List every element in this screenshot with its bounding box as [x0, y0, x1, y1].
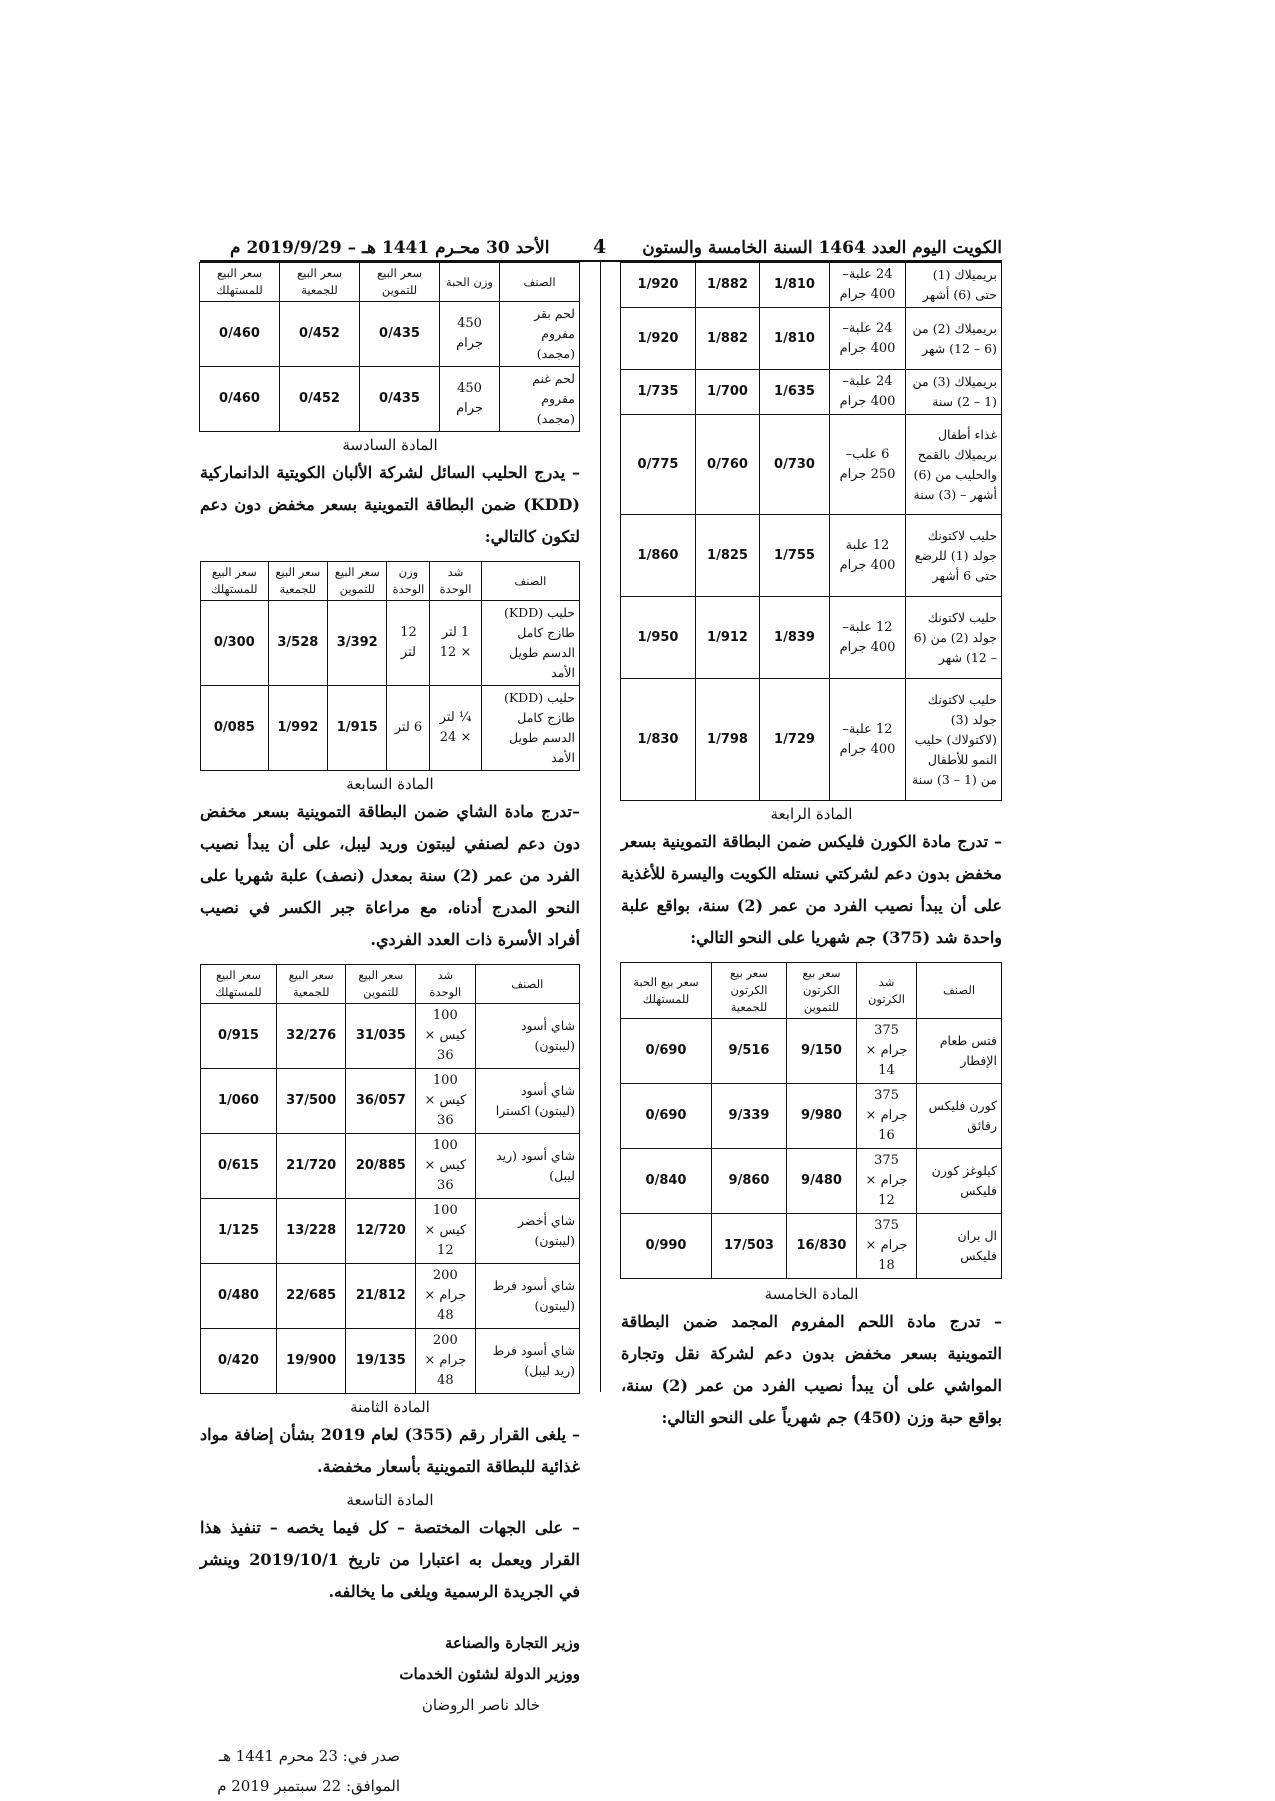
price-cell: 1/729	[760, 679, 830, 801]
column-header: وزن الحبة	[440, 263, 500, 302]
column-header: الصنف	[500, 263, 580, 302]
article4-heading: المادة الرابعة	[770, 805, 853, 823]
pack-size-cell: 1 لتر × 12	[430, 601, 481, 686]
price-cell: 1/920	[621, 263, 696, 308]
price-cell: 20/885	[346, 1134, 416, 1199]
price-cell: 1/810	[760, 263, 830, 308]
table-row	[201, 601, 580, 686]
column-header: سعر البيع للتموين	[346, 965, 416, 1004]
table-row	[621, 679, 1002, 801]
item-name-cell: شاي أسود (ريد ليبل)	[475, 1134, 579, 1199]
column-header: شد الوحدة	[416, 965, 475, 1004]
item-name-cell: لحم غنم مفروم (مجمد)	[500, 367, 580, 432]
column-header: سعر البيع للمستهلك	[201, 965, 277, 1004]
column-header: سعر البيع للتموين	[360, 263, 440, 302]
weight-cell: 12 لتر	[387, 601, 430, 686]
article8-text: – يلغى القرار رقم (355) لعام 2019 بشأن إضافة مواد غذائية للبطاقة التموينية بأسعار مخفضة.	[200, 1425, 580, 1476]
table-row	[200, 302, 580, 367]
price-cell: 0/690	[621, 1019, 712, 1084]
price-cell: 0/775	[621, 415, 696, 515]
pack-size-cell: 375 جرام × 12	[857, 1149, 917, 1214]
price-cell: 1/125	[201, 1199, 277, 1264]
page-header	[200, 238, 1002, 262]
article9-text: – على الجهات المختصة – كل فيما يخصه – تنفيذ هذا القرار ويعمل به اعتبارا من تاريخ 2019/10/1 وينشر في الجريدة الرسمية ويلغى ما يخالفه.	[200, 1518, 580, 1601]
price-cell: 32/276	[276, 1004, 346, 1069]
column-divider	[600, 262, 601, 1392]
price-cell: 9/980	[787, 1084, 857, 1149]
price-cell: 1/839	[760, 597, 830, 679]
column-header: شد الكرتون	[857, 963, 917, 1019]
price-cell: 1/915	[328, 686, 387, 771]
price-cell: 0/420	[201, 1329, 277, 1394]
table-row	[201, 1004, 580, 1069]
item-name-cell: بريميلاك (2) من (6 – 12) شهر	[906, 308, 1002, 370]
price-cell: 0/085	[201, 686, 269, 771]
column-header: شد الوحدة	[430, 562, 481, 601]
signature-block	[200, 1628, 580, 1721]
column-header: الصنف	[475, 965, 579, 1004]
price-cell: 1/060	[201, 1069, 277, 1134]
article7-heading: المادة السابعة	[346, 775, 434, 793]
price-cell: 1/700	[696, 370, 760, 415]
pack-size-cell: 200 جرام × 48	[416, 1329, 475, 1394]
pack-size-cell: 100 كيس × 36	[416, 1134, 475, 1199]
signature-title-2: ووزير الدولة لشئون الخدمات	[399, 1665, 580, 1683]
table-row	[621, 1084, 1002, 1149]
table-row	[201, 1264, 580, 1329]
milk-table	[200, 561, 580, 771]
price-cell: 3/528	[268, 601, 327, 686]
table-row	[621, 597, 1002, 679]
column-header: وزن الوحدة	[387, 562, 430, 601]
item-name-cell: شاي أسود (ليبتون) اكسترا	[475, 1069, 579, 1134]
price-cell: 1/992	[268, 686, 327, 771]
price-cell: 9/860	[712, 1149, 787, 1214]
price-cell: 13/228	[276, 1199, 346, 1264]
price-cell: 9/480	[787, 1149, 857, 1214]
column-header: سعر البيع للجمعية	[268, 562, 327, 601]
pack-size-cell: 375 جرام × 14	[857, 1019, 917, 1084]
item-name-cell: حليب (KDD) طازج كامل الدسم طويل الأمد	[481, 601, 579, 686]
table-row	[201, 1329, 580, 1394]
weight-cell: 450 جرام	[440, 367, 500, 432]
table-row	[621, 370, 1002, 415]
item-name-cell: شاي أسود (ليبتون)	[475, 1004, 579, 1069]
price-cell: 21/720	[276, 1134, 346, 1199]
price-cell: 19/900	[276, 1329, 346, 1394]
table-row	[201, 1069, 580, 1134]
column-header: سعر بيع الكرتون للجمعية	[712, 963, 787, 1019]
right-column	[621, 262, 1002, 1442]
header-page-number: 4	[593, 236, 607, 258]
weight-cell: 6 لتر	[387, 686, 430, 771]
pack-size-cell: 24 علبة– 400 جرام	[830, 308, 906, 370]
item-name-cell: بريميلاك (3) من (1 – 2) سنة	[906, 370, 1002, 415]
article4-text: – تدرج مادة الكورن فليكس ضمن البطاقة التموينية بسعر مخفض بدون دعم لشركتي نستله الكويت واليسرة للأغذية على أن يبدأ نصيب الفرد من عمر (2) سنة، بواقع علبة واحدة شد (375) جم شهريا على النحو التالي:	[621, 832, 1002, 947]
price-cell: 0/615	[201, 1134, 277, 1199]
cornflakes-table	[620, 962, 1002, 1279]
price-cell: 0/840	[621, 1149, 712, 1214]
price-cell: 17/503	[712, 1214, 787, 1279]
item-name-cell: شاي أخضر (ليبتون)	[475, 1199, 579, 1264]
price-cell: 19/135	[346, 1329, 416, 1394]
price-cell: 1/798	[696, 679, 760, 801]
corresponding-date: الموافق: 22 سبتمبر 2019 م	[217, 1777, 400, 1795]
price-cell: 1/882	[696, 308, 760, 370]
issue-dates	[200, 1741, 580, 1801]
price-cell: 0/690	[621, 1084, 712, 1149]
pack-size-cell: 200 جرام × 48	[416, 1264, 475, 1329]
price-cell: 1/755	[760, 515, 830, 597]
item-name-cell: حليب لاكتونك جولد (2) من (6 – 12) شهر	[906, 597, 1002, 679]
table-row	[621, 415, 1002, 515]
price-cell: 3/392	[328, 601, 387, 686]
tea-table	[200, 964, 580, 1394]
column-header: سعر البيع للجمعية	[276, 965, 346, 1004]
item-name-cell: حليب لاكتونك جولد (1) للرضع حتى 6 أشهر	[906, 515, 1002, 597]
column-header: سعر البيع للمستهلك	[201, 562, 269, 601]
item-name-cell: بريميلاك (1) حتى (6) أشهر	[906, 263, 1002, 308]
pack-size-cell: 375 جرام × 16	[857, 1084, 917, 1149]
article8-heading: المادة الثامنة	[350, 1398, 430, 1416]
header-date: الأحد 30 محـرم 1441 هـ – 2019/9/29 م	[230, 238, 550, 258]
item-name-cell: غذاء أطفال بريميلاك بالقمح والحليب من (6) أشهر – (3) سنة	[906, 415, 1002, 515]
weight-cell: 450 جرام	[440, 302, 500, 367]
table-row	[621, 1214, 1002, 1279]
price-cell: 0/300	[201, 601, 269, 686]
signature-name: خالد ناصر الروضان	[421, 1696, 540, 1714]
pack-size-cell: 24 علبة– 400 جرام	[830, 263, 906, 308]
pack-size-cell: ¼ لتر × 24	[430, 686, 481, 771]
item-name-cell: حليب لاكتونك جولد (3) (لاكتولاك) حليب النمو للأطفال من (1 – 3) سنة	[906, 679, 1002, 801]
item-name-cell: كيلوغز كورن فليكس	[917, 1149, 1002, 1214]
item-name-cell: فتس طعام الإفطار	[917, 1019, 1002, 1084]
price-cell: 37/500	[276, 1069, 346, 1134]
price-cell: 1/950	[621, 597, 696, 679]
column-header: سعر بيع الكرتون للتموين	[787, 963, 857, 1019]
item-name-cell: شاي أسود فرط (ليبتون)	[475, 1264, 579, 1329]
price-cell: 0/480	[201, 1264, 277, 1329]
price-cell: 1/635	[760, 370, 830, 415]
column-header: سعر البيع للمستهلك	[200, 263, 280, 302]
meat-table	[199, 262, 580, 432]
price-cell: 16/830	[787, 1214, 857, 1279]
column-header: الصنف	[917, 963, 1002, 1019]
article6-text: – يدرج الحليب السائل لشركة الألبان الكويتية الدانماركية (KDD) ضمن البطاقة التموينية بسعر مخفض دون دعم لتكون كالتالي:	[200, 463, 580, 546]
price-cell: 0/452	[280, 367, 360, 432]
price-cell: 36/057	[346, 1069, 416, 1134]
pack-size-cell: 100 كيس × 36	[416, 1004, 475, 1069]
column-header: سعر بيع الحبة للمستهلك	[621, 963, 712, 1019]
pack-size-cell: 12 علبة– 400 جرام	[830, 679, 906, 801]
price-cell: 0/760	[696, 415, 760, 515]
header-issue-info: الكويت اليوم العدد 1464 السنة الخامسة والستون	[642, 238, 1002, 258]
price-cell: 9/516	[712, 1019, 787, 1084]
pack-size-cell: 375 جرام × 18	[857, 1214, 917, 1279]
article6-heading: المادة السادسة	[342, 436, 438, 454]
item-name-cell: لحم بقر مفروم (مجمد)	[500, 302, 580, 367]
price-cell: 31/035	[346, 1004, 416, 1069]
price-cell: 9/150	[787, 1019, 857, 1084]
price-cell: 1/920	[621, 308, 696, 370]
column-header: سعر البيع للتموين	[328, 562, 387, 601]
table-row	[621, 263, 1002, 308]
pack-size-cell: 12 علبة 400 جرام	[830, 515, 906, 597]
table-row	[201, 1134, 580, 1199]
item-name-cell: ال بران فليكس	[917, 1214, 1002, 1279]
table-row	[621, 308, 1002, 370]
signature-title-1: وزير التجارة والصناعة	[444, 1634, 580, 1652]
price-cell: 1/860	[621, 515, 696, 597]
table-row	[200, 367, 580, 432]
price-cell: 0/435	[360, 367, 440, 432]
table-row	[201, 1199, 580, 1264]
price-cell: 12/720	[346, 1199, 416, 1264]
price-cell: 22/685	[276, 1264, 346, 1329]
pack-size-cell: 100 كيس × 36	[416, 1069, 475, 1134]
price-cell: 0/452	[280, 302, 360, 367]
pack-size-cell: 6 علب– 250 جرام	[830, 415, 906, 515]
table-row	[201, 686, 580, 771]
item-name-cell: حليب (KDD) طازج كامل الدسم طويل الأمد	[481, 686, 579, 771]
pack-size-cell: 24 علبة– 400 جرام	[830, 370, 906, 415]
item-name-cell: شاي أسود فرط (ريد ليبل)	[475, 1329, 579, 1394]
price-cell: 1/912	[696, 597, 760, 679]
price-cell: 1/830	[621, 679, 696, 801]
price-cell: 1/825	[696, 515, 760, 597]
price-cell: 1/882	[696, 263, 760, 308]
price-cell: 1/810	[760, 308, 830, 370]
price-cell: 0/730	[760, 415, 830, 515]
table-row	[621, 515, 1002, 597]
article7-text: –تدرج مادة الشاي ضمن البطاقة التموينية بسعر مخفض دون دعم لصنفي ليبتون وريد ليبل، على أن يبدأ نصيب الفرد من عمر (2) سنة بمعدل (نصف) علبة شهريا على النحو المدرج أدناه، مع مراعاة جبر الكسر في نصيب أفراد الأسرة ذات العدد الفردي.	[200, 802, 581, 949]
price-cell: 0/990	[621, 1214, 712, 1279]
column-header: الصنف	[481, 562, 579, 601]
item-name-cell: كورن فليكس رقائق	[917, 1084, 1002, 1149]
price-cell: 9/339	[712, 1084, 787, 1149]
price-cell: 0/460	[200, 302, 280, 367]
column-header: سعر البيع للجمعية	[280, 263, 360, 302]
formula-table	[620, 262, 1002, 801]
article5-text: – تدرج مادة اللحم المفروم المجمد ضمن البطاقة التموينية بسعر مخفض بدون دعم لشركة نقل وتجارة المواشي على أن يبدأ نصيب الفرد من عمر (2) سنة، بواقع حبة وزن (450) جم شهرياً على النحو التالي:	[621, 1312, 1002, 1427]
article5-heading: المادة الخامسة	[764, 1285, 859, 1303]
price-cell: 0/460	[200, 367, 280, 432]
price-cell: 0/435	[360, 302, 440, 367]
article9-heading: المادة التاسعة	[346, 1491, 434, 1509]
issued-date: صدر في: 23 محرم 1441 هـ	[218, 1747, 400, 1765]
table-row	[621, 1149, 1002, 1214]
price-cell: 21/812	[346, 1264, 416, 1329]
pack-size-cell: 100 كيس × 12	[416, 1199, 475, 1264]
table-row	[621, 1019, 1002, 1084]
pack-size-cell: 12 علبة– 400 جرام	[830, 597, 906, 679]
price-cell: 1/735	[621, 370, 696, 415]
price-cell: 0/915	[201, 1004, 277, 1069]
left-column	[200, 262, 580, 1801]
